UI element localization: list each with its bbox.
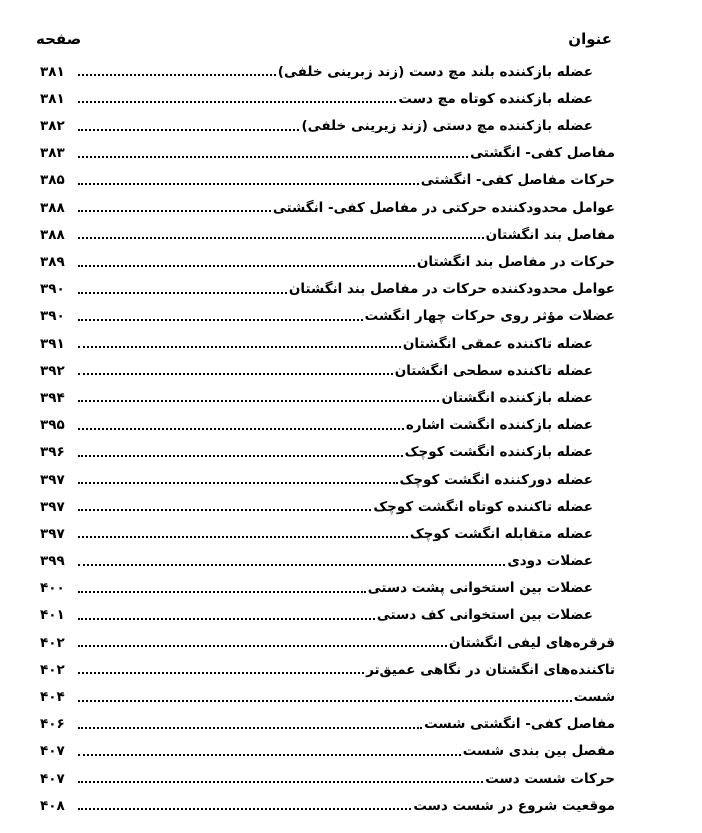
dot-leader: [78, 808, 411, 810]
toc-entry[interactable]: [40, 734, 615, 761]
toc-entry-page: ۳۹۰: [40, 281, 65, 298]
toc-entry-page: ۴۰۰: [40, 580, 65, 597]
toc-entry-page: ۴۰۸: [40, 797, 65, 814]
toc-entry-page: ۳۸۸: [40, 199, 65, 216]
dot-leader: [78, 727, 422, 729]
dot-leader: [78, 455, 403, 457]
toc-entry[interactable]: [40, 598, 615, 625]
toc-entry[interactable]: [40, 380, 615, 407]
toc-entry[interactable]: [40, 217, 615, 244]
toc-entry-title: مفاصل کفی- انگشتی شست: [424, 716, 615, 733]
toc-entry-title: عوامل محدودکننده حرکتی در مفاصل کفی- انگشتی: [272, 199, 615, 216]
toc-entry-title: حرکات مفاصل کفی- انگشتی: [420, 172, 615, 189]
toc-entry-page: ۳۸۹: [40, 254, 65, 270]
toc-entry-title: عضله دورکننده انگشت کوچک: [399, 471, 593, 488]
toc-entry-page: ۳۹۷: [40, 471, 65, 488]
toc-entry[interactable]: [40, 272, 615, 299]
toc-entry[interactable]: [40, 462, 615, 489]
toc-entry-page: ۳۹۹: [40, 553, 65, 570]
toc-entry[interactable]: [40, 299, 615, 326]
toc-entry-title: عضله تاکننده عمقی انگشتان: [402, 335, 593, 352]
toc-entry-title: عضله بازکننده کوتاه مچ دست: [398, 90, 593, 107]
dot-leader: [78, 754, 461, 756]
toc-entry[interactable]: [40, 136, 615, 163]
toc-entry-title: عضله بازکننده بلند مچ دست (زند زبرینی خلفی): [277, 63, 593, 80]
toc-entry[interactable]: [40, 326, 615, 353]
dot-leader: [78, 618, 375, 620]
dot-leader: [78, 509, 371, 511]
dot-leader: [78, 292, 287, 294]
dot-leader: [78, 428, 404, 430]
toc-entry-page: ۳۹۷: [40, 525, 65, 542]
toc-entry[interactable]: [40, 652, 615, 679]
toc-entry[interactable]: [40, 571, 615, 598]
dot-leader: [78, 482, 398, 484]
toc-entry[interactable]: [40, 244, 615, 271]
toc-list: [40, 54, 615, 815]
dot-leader: [78, 373, 393, 375]
toc-entry-title: موقعیت شروع در شست دست: [413, 797, 615, 814]
toc-entry[interactable]: [40, 679, 615, 706]
toc-entry-page: ۳۹۲: [40, 362, 65, 379]
dot-leader: [78, 237, 484, 239]
toc-entry-title: عضلات مؤثر روی حرکات چهار انگشت: [364, 308, 615, 325]
toc-entry-title: شست: [573, 689, 615, 705]
toc-entry-page: ۳۸۲: [40, 118, 65, 135]
toc-entry[interactable]: [40, 489, 615, 516]
toc-entry[interactable]: [40, 516, 615, 543]
dot-leader: [78, 591, 366, 593]
toc-entry-page: ۳۹۱: [40, 335, 65, 352]
toc-entry-page: ۴۰۷: [40, 770, 65, 787]
dot-leader: [78, 156, 468, 158]
toc-entry-title: عضله تاکننده کوتاه انگشت کوچک: [373, 498, 593, 515]
toc-entry-page: ۳۸۱: [40, 90, 65, 107]
toc-entry-page: ۴۰۲: [40, 634, 65, 651]
toc-entry[interactable]: [40, 54, 615, 81]
page-column-heading: صفحه: [36, 30, 82, 48]
toc-entry[interactable]: [40, 761, 615, 788]
toc-entry[interactable]: [40, 353, 615, 380]
toc-entry-page: ۳۸۳: [40, 145, 65, 162]
toc-entry[interactable]: [40, 108, 615, 135]
dot-leader: [78, 74, 276, 76]
toc-entry-title: عضلات بین استخوانی پشت دستی: [367, 580, 593, 597]
toc-entry-page: ۳۹۶: [40, 444, 65, 461]
toc-entry-page: ۴۰۴: [40, 689, 65, 705]
toc-entry-title: عضله بازکننده انگشت اشاره: [405, 417, 593, 434]
dot-leader: [78, 672, 364, 674]
toc-entry-page: ۴۰۶: [40, 716, 65, 733]
toc-entry[interactable]: [40, 625, 615, 652]
dot-leader: [78, 183, 419, 185]
toc-entry-title: مفصل بین بندی شست: [462, 743, 615, 760]
toc-entry-page: ۴۰۱: [40, 607, 65, 624]
toc-entry-title: حرکات در مفاصل بند انگشتان: [416, 254, 615, 270]
toc-entry-title: عوامل محدودکننده حرکات در مفاصل بند انگشتان: [288, 281, 615, 298]
dot-leader: [78, 319, 363, 321]
toc-entry-page: ۴۰۷: [40, 743, 65, 760]
toc-entry-page: ۳۸۱: [40, 63, 65, 80]
toc-entry-page: ۳۹۰: [40, 308, 65, 325]
dot-leader: [78, 564, 505, 566]
toc-entry-title: عضله متقابله انگشت کوچک: [409, 525, 593, 542]
dot-leader: [78, 645, 447, 647]
toc-entry-title: عضله بازکننده انگشتان: [441, 389, 593, 406]
toc-entry[interactable]: [40, 435, 615, 462]
toc-entry-title: عضلات بین استخوانی کف دستی: [376, 607, 593, 624]
dot-leader: [78, 346, 401, 348]
dot-leader: [78, 101, 396, 103]
toc-entry-title: مفاصل بند انگشتان: [485, 226, 615, 243]
toc-entry-title: عضلات دودی: [507, 553, 593, 570]
dot-leader: [78, 265, 415, 267]
toc-entry-title: عضله بازکننده انگشت کوچک: [404, 444, 593, 461]
toc-header: [36, 27, 612, 51]
dot-leader: [78, 210, 271, 212]
toc-entry-title: عضله تاکننده سطحی انگشتان: [394, 362, 593, 379]
toc-entry[interactable]: [40, 190, 615, 217]
dot-leader: [78, 536, 408, 538]
toc-entry[interactable]: [40, 163, 615, 190]
toc-entry-title: مفاصل کفی- انگشتی: [470, 145, 615, 162]
dot-leader: [78, 400, 439, 402]
toc-entry[interactable]: [40, 707, 615, 734]
toc-entry[interactable]: [40, 407, 615, 434]
toc-entry-title: عضله بازکننده مچ دستی (زند زیرینی خلفی): [301, 118, 593, 135]
dot-leader: [78, 781, 483, 783]
toc-entry-title: تاکننده‌های انگشتان در نگاهی عمیق‌تر: [366, 661, 615, 678]
toc-entry[interactable]: [40, 543, 615, 570]
toc-entry-page: ۳۹۵: [40, 417, 65, 434]
title-column-heading: عنوان: [568, 30, 612, 48]
toc-entry-title: قرقره‌های لیفی انگشتان: [449, 634, 615, 651]
toc-entry[interactable]: [40, 788, 615, 815]
toc-entry-page: ۳۸۸: [40, 226, 65, 243]
toc-entry-page: ۳۹۴: [40, 389, 65, 406]
toc-entry[interactable]: [40, 81, 615, 108]
dot-leader: [78, 700, 572, 702]
toc-entry-title: حرکات شست دست: [485, 770, 615, 787]
toc-entry-page: ۴۰۲: [40, 661, 65, 678]
toc-entry-page: ۳۹۷: [40, 498, 65, 515]
dot-leader: [78, 129, 299, 131]
toc-entry-page: ۳۸۵: [40, 172, 65, 189]
